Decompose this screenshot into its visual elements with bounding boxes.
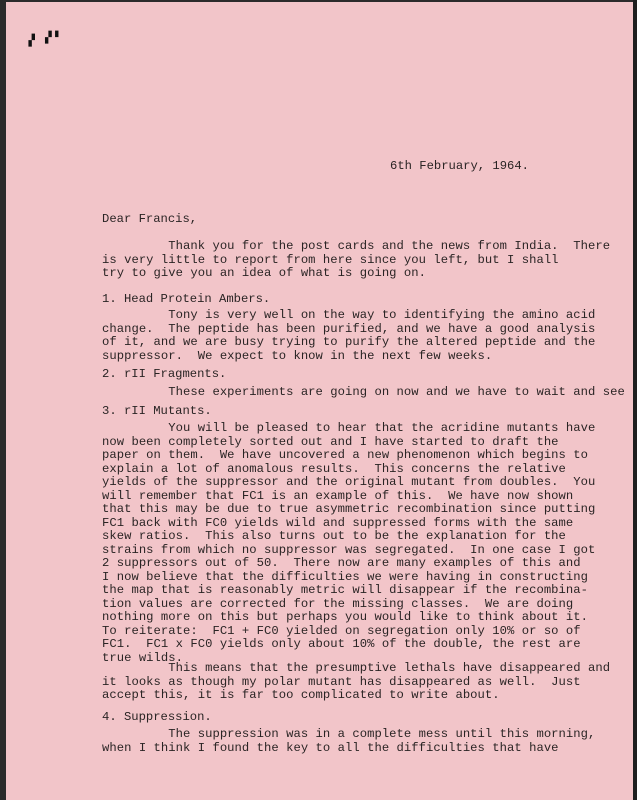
intro-paragraph: Thank you for the post cards and the news from India. There is very little to report from here since you left, but I shall try to give you an idea of what is going on. bbox=[102, 239, 611, 280]
section-heading-3: 3. rII Mutants. bbox=[102, 404, 212, 418]
scan-edge bbox=[633, 0, 637, 800]
letter-page bbox=[6, 2, 635, 800]
section-body-3: You will be pleased to hear that the acridine mutants have now been completely sorted out and I have started to draft the paper on them. We have uncovered a new phenomenon which begins to explain a lot of anomalous results. This concerns the relative yields of the suppressor and the original mutant from doubles. You will remember that FC1 is an example of this. We have now shown that this may be due to true asymmetric recombination since putting FC1 back with FC0 yields wild and suppressed forms with the same skew ratios. This also turns out to be the explanation for the strains from which no suppressor was segregated. In one case I got 2 suppressors out of 50. There now are many examples of this and I now believe that the difficulties we were having in constructing the map that is reasonably metric will disappear if the recombina- tion values are corrected for the missing classes. We are doing nothing more on this but perhaps you would like to think about it. To reiterate: FC1 + FC0 yielded on segregation only 10% or so of FC1. FC1 x FC0 yields only about 10% of the double, the rest are true wilds. bbox=[102, 421, 596, 665]
section-body-3-continued: This means that the presumptive lethals have disappeared and it looks as though my polar mutant has disappeared as well. Just accept this, it is far too complicated to write about. bbox=[102, 661, 611, 702]
salutation: Dear Francis, bbox=[102, 212, 198, 226]
section-heading-2: 2. rII Fragments. bbox=[102, 367, 227, 381]
section-heading-1: 1. Head Protein Ambers. bbox=[102, 292, 271, 306]
margin-mark: ▗▘ bbox=[25, 36, 39, 48]
letter-date: 6th February, 1964. bbox=[390, 159, 529, 173]
section-body-2: These experiments are going on now and we have to wait and see bbox=[102, 385, 625, 399]
section-body-4: The suppression was in a complete mess until this morning, when I think I found the key to all the difficulties that have bbox=[102, 727, 596, 755]
margin-mark: ▞▝ bbox=[45, 33, 59, 45]
section-body-1: Tony is very well on the way to identifying the amino acid change. The peptide has been purified, and we have a good analysis of it, and we are busy trying to purify the altered peptide and the suppressor. We expect to know in the next few weeks. bbox=[102, 308, 596, 363]
section-heading-4: 4. Suppression. bbox=[102, 710, 212, 724]
